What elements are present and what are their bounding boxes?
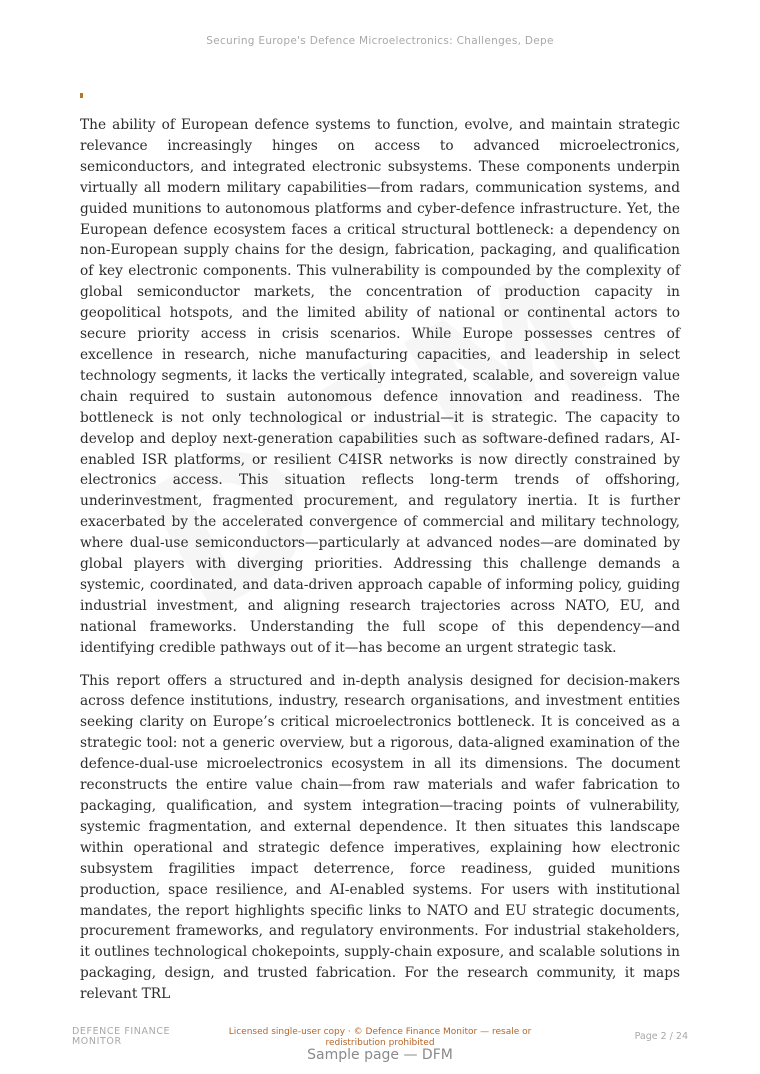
body-paragraph: The ability of European defence systems to function, evolve, and maintain strategic relevance increasingly hinges on access to advanced microelectronics, semiconductors, and integrated electronic subsystems. These components underpin virtually all modern military capabilities—from radars, communication systems, and guided munitions to autonomous platforms and cyber-defence infrastructure. Yet, the European defence ecosystem faces a critical structural bottleneck: a dependency on non-European supply chains for the design, fabrication, packaging, and qualification of key electronic components. This vulnerability is compounded by the complexity of global semiconductor markets, the concentration of production capacity in geopolitical hotspots, and the limited ability of national or continental actors to secure priority access in crisis scenarios. While Europe possesses centres of excellence in research, niche manufacturing capacities, and leadership in select technology segments, it lacks the vertically integrated, scalable, and sovereign value chain required to sustain autonomous defence innovation and readiness. The bottleneck is not only technological or industrial—it is strategic. The capacity to develop and deploy next-generation capabilities such as software-defined radars, AI-enabled ISR platforms, or resilient C4ISR networks is now directly constrained by electronics access. This situation reflects long-term trends of offshoring, underinvestment, fragmented procurement, and regulatory inertia. It is further exacerbated by the accelerated convergence of commercial and military technology, where dual-use semiconductors—particularly at advanced nodes—are dominated by global players with diverging priorities. Addressing this challenge demands a systemic, coordinated, and data-driven approach capable of informing policy, guiding industrial investment, and aligning research trajectories across NATO, EU, and national frameworks. Understanding the full scope of this dependency—and identifying credible pathways out of it—has become an urgent strategic task.	[80, 117, 680, 656]
sample-page-stamp: Sample page — DFM	[307, 1047, 453, 1063]
accent-mark	[80, 93, 83, 98]
page-number: Page 2 / 24	[634, 1031, 688, 1042]
running-header: Securing Europe's Defence Microelectronics: Challenges, Depe	[206, 35, 554, 47]
main-content	[80, 115, 680, 1017]
publisher-name	[72, 1027, 170, 1047]
publisher-name-line-1: DEFENCE FINANCE	[72, 1026, 171, 1037]
body-paragraph: This report offers a structured and in-depth analysis designed for decision-makers across defence institutions, industry, research organisations, and investment entities seeking clarity on Europe’s critical microelectronics bottleneck. It is conceived as a strategic tool: not a generic overview, but a rigorous, data-aligned examination of the defence-dual-use microelectronics ecosystem in all its dimensions. The document reconstructs the entire value chain—from raw materials and wafer fabrication to packaging, qualification, and system integration—tracing points of vulnerability, systemic fragmentation, and external dependence. It then situates this landscape within operational and strategic defence imperatives, explaining how electronic subsystem fragilities impact deterrence, force readiness, guided munitions production, space resilience, and AI-enabled systems. For users with institutional mandates, the report highlights specific links to NATO and EU strategic documents, procurement frameworks, and regulatory environments. For industrial stakeholders, it outlines technological chokepoints, supply-chain exposure, and scalable solutions in packaging, design, and trusted fabrication. For the research community, it maps relevant TRL	[80, 672, 680, 1003]
publisher-name-line-2: MONITOR	[72, 1036, 122, 1047]
license-notice: Licensed single-user copy · © Defence Finance Monitor — resale or redistribution prohibited	[228, 1027, 532, 1048]
